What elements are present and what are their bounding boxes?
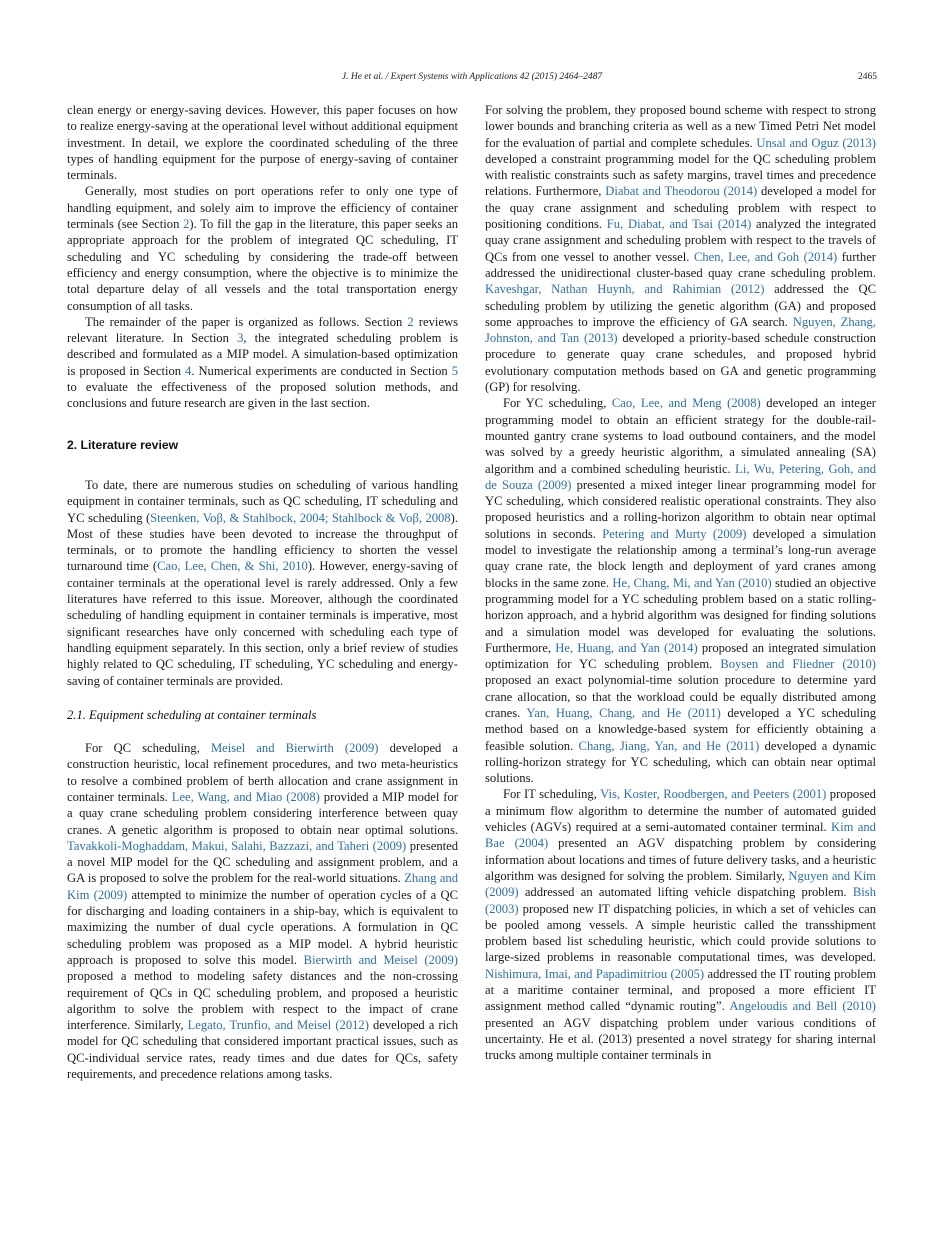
text-run: clean energy or energy-saving devices. However, this paper focuses on how to realize energy-saving at the operational level without additional equipment investment. In detail, we explore the coordinated scheduling of the three types of handling equipment for the purpose of energy-saving of container terminals.: [67, 103, 458, 183]
text-run: Generally, most studies on port operations refer to only one type of handling equipment, and solely aim to improve the efficiency of container terminals (see Section: [67, 184, 458, 232]
text-run: further addressed the unidirectional cluster-based quay crane scheduling problem.: [485, 249, 876, 280]
citation-link[interactable]: Angeloudis and Bell (2010): [729, 999, 877, 1014]
paragraph: [485, 395, 876, 786]
citation-link[interactable]: Lee, Wang, and Miao (2008): [171, 789, 320, 804]
citation-link[interactable]: Petering and Murty (2009): [602, 526, 747, 541]
running-header: [67, 72, 877, 86]
citation-link[interactable]: Diabat and Theodorou (2014): [605, 184, 758, 199]
text-run: For solving the problem, they proposed bound scheme with respect to strong lower bounds and branching criteria as well as a new Timed Petri Net model for the evaluation of partial and complete schedules.: [485, 103, 876, 150]
citation-link[interactable]: He, Huang, and Yan (2014): [555, 640, 698, 655]
text-run: presented a mixed integer linear programming model for YC scheduling, which considered realistic operational constraints. They also proposed heuristics and a rolling-horizon algorithm to obtain near optimal solutions in seconds.: [485, 477, 877, 541]
text-run: proposed a minimum flow algorithm to determine the number of automated guided vehicles (AGVs) required at a semi-automated container terminal.: [485, 787, 876, 835]
text-run: ). To fill the gap in the literature, this paper seeks an appropriate approach for the problem of integrated QC scheduling, IT scheduling and YC scheduling by considering the trade-off between efficiency and energy consumption, where the objective is to minimize the total departure delay of all vessels and the total transportation energy consumption of all tasks.: [67, 217, 459, 313]
text-run: addressed the QC scheduling problem by utilizing the genetic algorithm (GA) and proposed some approaches to improve the efficiency of GA search.: [485, 282, 876, 329]
text-run: presented an AGV dispatching problem under various conditions of uncertainty. He et al. (2013) presented a novel strategy for sharing internal trucks among multiple container terminals in: [485, 1015, 876, 1063]
text-run: addressed the IT routing problem at a maritime container terminal, and proposed a more efficient IT assignment method called “dynamic routing”.: [485, 966, 876, 1014]
text-run: developed a priority-based schedule construction procedure to generate quay crane schedules, and proposed hybrid evolutionary computation methods based on GA and genetic programming (GP) for resolving.: [485, 331, 876, 395]
citation-link[interactable]: Chen, Lee, and Goh (2014): [693, 249, 838, 264]
paragraph: [67, 183, 458, 313]
page-number: 2465: [858, 72, 877, 82]
citation-link[interactable]: Vis, Koster, Roodbergen, and Peeters (2001): [600, 787, 827, 802]
text-run: proposed an integrated simulation optimization for YC scheduling problem.: [485, 640, 876, 672]
text-run: For IT scheduling,: [503, 787, 601, 802]
paragraph: [485, 786, 876, 1063]
text-run: presented an AGV dispatching problem by considering information about locations and times of future delivery tasks, and a heuristic algorithm was designed for solving the problem. Similarly,: [485, 836, 876, 883]
subsection-heading: 2.1. Equipment scheduling at container terminals: [67, 707, 317, 722]
text-run: , the integrated scheduling problem is described and formulated as a MIP model. A simulation-based optimization is proposed in Section: [67, 331, 459, 378]
text-run: attempted to minimize the number of operation cycles of a QC for discharging and loading containers in a ship-bay, which is equivalent to maximizing the number of dual cycle operations. A formulation in QC scheduling problem was proposed as a MIP model. A hybrid heuristic approach is proposed to solve this model.: [67, 887, 458, 967]
citation-link[interactable]: Kaveshgar, Nathan Huynh, and Rahimian (2012): [485, 282, 765, 297]
text-run: developed a rich model for QC scheduling that considered important practical issues, such as QC-individual service rates, ready times and due dates for QCs, safety requirements, and precedence relations among tasks.: [67, 1018, 458, 1082]
text-run: To date, there are numerous studies on scheduling of various handling equipment in container terminals, such as QC scheduling, IT scheduling and YC scheduling (: [67, 477, 458, 525]
citation-link[interactable]: Unsal and Oguz (2013): [756, 135, 876, 150]
text-run: ). However, energy-saving of container terminals at the operational level is rarely addressed. Only a few literatures have referred to this issue. Moreover, although the coordinated scheduling of handling equipment in container terminals is imperative, most significant researches have only concerned with scheduling each type of handling equipment separately. In this section, only a brief review of studies highly related to QC scheduling, IT scheduling, YC scheduling and energy-saving of container terminals are provided.: [67, 559, 458, 688]
text-run: For YC scheduling,: [503, 396, 612, 411]
citation-link[interactable]: Nishimura, Imai, and Papadimitriou (2005): [485, 966, 705, 981]
citation-link[interactable]: Legato, Trunfio, and Meisel (2012): [187, 1018, 369, 1033]
section-heading: 2. Literature review: [67, 437, 179, 452]
text-run: developed a model for the quay crane assignment and scheduling problem with respect to positioning conditions.: [485, 184, 876, 232]
text-run: proposed an exact polynomial-time solution procedure to determine yard crane allocation, so that the workload could be equally distributed among cranes.: [485, 673, 876, 720]
paragraph: [485, 102, 876, 395]
citation-link[interactable]: Li, Wu, Petering, Goh, and de Souza (2009): [485, 461, 876, 492]
text-run: ). Most of these studies have been devoted to increase the throughput of terminals, or to promote the handling efficiency to shorten the vessel turnaround time (: [67, 510, 458, 574]
citation-link[interactable]: 4: [185, 363, 192, 378]
text-run: studied an objective programming model for a YC scheduling problem based on a static rolling-horizon approach, and a hybrid algorithm was designed for finding solutions and a simulation model was developed for evaluating the solutions. Furthermore,: [485, 575, 876, 655]
text-run: . Numerical experiments are conducted in Section: [191, 363, 452, 378]
citation-link[interactable]: Tavakkoli-Moghaddam, Makui, Salahi, Bazzazi, and Taheri (2009): [67, 838, 407, 853]
citation-link[interactable]: Cao, Lee, and Meng (2008): [611, 396, 761, 411]
text-run: proposed new IT dispatching policies, in which a set of vehicles can be pooled among vessels. A simple heuristic called the transshipment problem based list scheduling heuristic, which could provide solutions to large-sized problems in reasonable computational times, was developed.: [485, 901, 876, 965]
citation-link[interactable]: Bierwirth and Meisel (2009): [303, 952, 459, 967]
text-run: developed a YC scheduling method based on a knowledge-based system for efficiently obtaining a feasible solution.: [485, 705, 876, 753]
left-column: [67, 102, 458, 1082]
text-run: to evaluate the effectiveness of the proposed solution methods, and conclusions and future research are given in the last section.: [67, 380, 458, 411]
text-run: presented a novel MIP model for the QC scheduling and assignment problem, and a GA is proposed to solve the problem for the real-world situations.: [67, 838, 459, 886]
citation-link[interactable]: 2: [407, 314, 414, 329]
citation-link[interactable]: 5: [451, 363, 458, 378]
text-run: developed an integer programming model to obtain an efficient strategy for the double-rail-mounted gantry crane systems to load outbound containers, and the model was solved by a greedy heuristic algorithm, a simulated annealing (SA) algorithm and a combined scheduling heuristic.: [485, 396, 876, 476]
text-run: addressed an automated lifting vehicle dispatching problem.: [518, 885, 853, 900]
citation-link[interactable]: Boysen and Fliedner (2010): [720, 657, 876, 672]
text-run: For QC scheduling,: [85, 741, 211, 756]
citation-link[interactable]: Zhang and Kim (2009): [67, 871, 458, 902]
citation-link[interactable]: Bish (2003): [485, 885, 876, 916]
citation-link[interactable]: Nguyen and Kim (2009): [485, 868, 876, 900]
paragraph: [67, 314, 458, 412]
citation-link[interactable]: Fu, Diabat, and Tsai (2014): [606, 217, 752, 232]
paragraph: [67, 102, 458, 183]
citation-link[interactable]: He, Chang, Mi, and Yan (2010): [612, 575, 772, 590]
text-run: developed a constraint programming model for the QC scheduling problem with realistic constraints such as safety margins, travel times and precedence relations. Furthermore,: [485, 151, 876, 199]
journal-citation-line: J. He et al. / Expert Systems with Applications 42 (2015) 2464–2487: [341, 72, 603, 82]
citation-link[interactable]: Yan, Huang, Chang, and He (2011): [526, 705, 721, 720]
text-run: reviews relevant literature. In Section: [67, 314, 458, 346]
paragraph: [67, 477, 458, 689]
text-run: The remainder of the paper is organized as follows. Section: [85, 314, 408, 329]
text-run: developed a dynamic rolling-horizon strategy for YC scheduling, which can obtain near optimal solutions.: [485, 738, 876, 786]
citation-link[interactable]: Kim and Bae (2004): [485, 820, 876, 851]
citation-link[interactable]: Cao, Lee, Chen, & Shi, 2010: [157, 559, 308, 574]
text-run: analyzed the integrated quay crane assignment and scheduling problem with respect to the travels of QCs from one vessel to another vessel.: [485, 217, 876, 264]
text-run: developed a simulation model to investigate the relationship among a terminal’s long-run average quay crane rate, the block length and deployment of yard cranes among blocks in the same zone.: [485, 526, 876, 590]
text-run: proposed a method to modeling safety distances and the non-crossing requirement of QCs in QC scheduling problem, and proposed a heuristic algorithm to solve the problem with respect to the impact of crane interference. Similarly,: [67, 969, 458, 1033]
citation-link[interactable]: Chang, Jiang, Yan, and He (2011): [578, 738, 760, 753]
text-run: provided a MIP model for a quay crane scheduling problem considering interference between quay cranes. A genetic algorithm is proposed to obtain near optimal solutions.: [67, 789, 458, 837]
citation-link[interactable]: Steenken, Voβ, & Stahlbock, 2004; Stahlbock & Voβ, 2008: [150, 510, 451, 525]
citation-link[interactable]: 3: [237, 331, 244, 346]
citation-link[interactable]: Meisel and Bierwirth (2009): [210, 741, 379, 756]
text-run: developed a construction heuristic, local refinement procedures, and two meta-heuristics to resolve a combined problem of berth allocation and crane assignment in container terminals.: [67, 741, 459, 804]
right-column: [485, 102, 876, 1064]
citation-link[interactable]: Nguyen, Zhang, Johnston, and Tan (2013): [485, 314, 876, 346]
citation-link[interactable]: 2: [183, 217, 190, 232]
paragraph: [67, 740, 458, 1082]
